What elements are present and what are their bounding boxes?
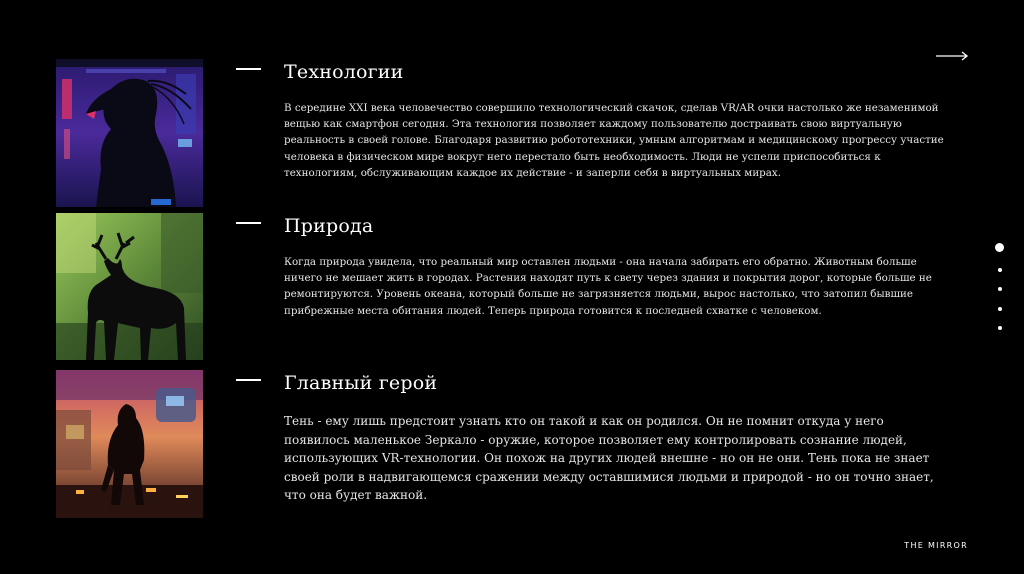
section-title-technology: Технологии — [284, 61, 404, 83]
section-title-nature: Природа — [284, 215, 374, 237]
hero-city-silhouette-image — [56, 370, 203, 518]
slide-pagination — [990, 240, 1010, 340]
section-divider-dash — [236, 68, 261, 70]
brand-label: THE MIRROR — [904, 541, 968, 550]
slide-dot[interactable] — [998, 307, 1002, 311]
deer-silhouette-art — [56, 213, 203, 360]
section-title-hero: Главный герой — [284, 372, 438, 394]
slide-dot[interactable] — [998, 287, 1002, 291]
section-divider-dash — [236, 222, 261, 224]
section-text-nature: Когда природа увидела, что реальный мир оставлен людьми - она начала забирать его обратно. Животным больше ничего не мешает жить в городах. Растения находят путь к свету через здания и покрытия дорог, которые больше не ремонтируются. Уровень океана, который больше не загрязняется людьми, вырос настолько, что затопил бывшие прибрежные места обитания людей. Теперь природа готовится к последней схватке с человеком. — [284, 256, 932, 317]
cyberpunk-hooded-figure-art — [56, 59, 203, 207]
slide-dot[interactable] — [998, 326, 1002, 330]
hero-city-silhouette-art — [56, 370, 203, 518]
section-divider-dash — [236, 379, 261, 381]
section-text-technology: В середине XXI века человечество совершило технологический скачок, сделав VR/AR очки настолько же незаменимой вещью как смартфон сегодня. Эта технология позволяет каждому пользователю достраивать свою виртуальную реальность в своей голове. Благодаря развитию робототехники, умным алгоритмам и медицинскому прогрессу участие человека в физическом мире вокруг него перестало быть необходимость. Люди не успели приспособиться к технологиям, обслуживающим каждое их действие - и заперли себя в виртуальных мирах. — [284, 102, 944, 179]
slide-dot[interactable] — [998, 268, 1002, 272]
slide-dot-active[interactable] — [995, 243, 1004, 252]
cyberpunk-hooded-figure-image — [56, 59, 203, 207]
arrow-right-icon[interactable] — [935, 50, 969, 62]
deer-silhouette-image — [56, 213, 203, 360]
section-text-hero: Тень - ему лишь предстоит узнать кто он такой и как он родился. Он не помнит откуда у него появилось маленькое Зеркало - оружие, которое позволяет ему контролировать сознание людей, использующих VR-технологии. Он похож на других людей внешне - но он не они. Тень пока не знает своей роли в надвигающемся сражении между оставшимися людьми и природой - но он точно знает, что она будет важной. — [284, 414, 934, 503]
